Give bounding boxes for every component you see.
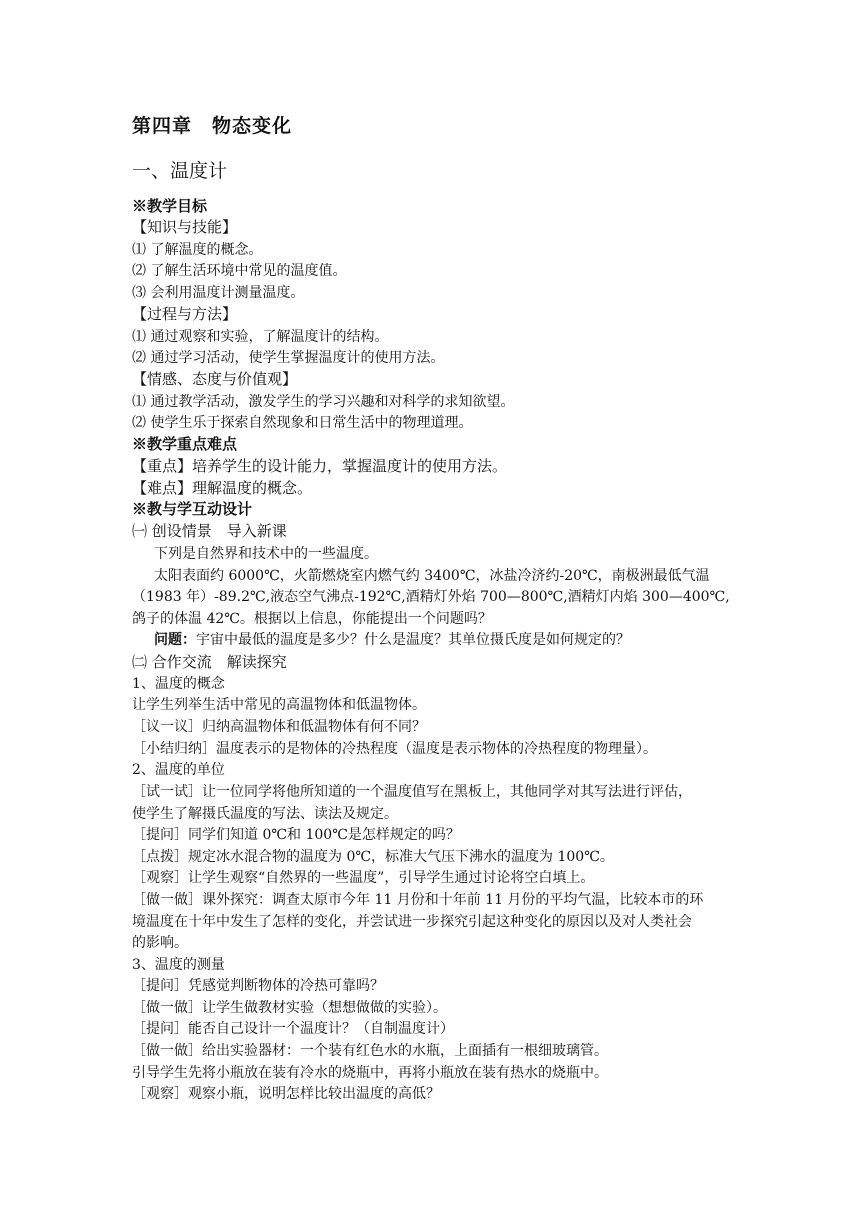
text-line: ［议一议］归纳高温物体和低温物体有何不同？	[132, 719, 426, 735]
text-line: ［提问］能否自己设计一个温度计？（自制温度计）	[132, 1021, 454, 1037]
text-line: ［观察］观察小瓶，说明怎样比较出温度的高低？	[132, 1086, 440, 1102]
key-point-line: 【重点】培养学生的设计能力，掌握温度计的使用方法。	[132, 457, 508, 475]
text-line: 太阳表面约 6000℃，火箭燃烧室内燃气约 3400℃，冰盐冷济约-20℃，南极洲最低气温	[154, 568, 710, 584]
emotion-values-heading: 【情感、态度与价值观】	[132, 370, 298, 388]
text-line: ⑴ 通过教学活动，激发学生的学习兴趣和对科学的求知欲望。	[132, 394, 515, 410]
text-line: 让学生列举生活中常见的高温物体和低温物体。	[132, 697, 426, 713]
text-line: ⑵ 通过学习活动，使学生掌握温度计的使用方法。	[132, 350, 445, 366]
text-line: ［提问］凭感觉判断物体的冷热可靠吗？	[132, 978, 384, 994]
chapter-title: 第四章 物态变化	[132, 115, 293, 137]
objectives-heading: ※教学目标	[132, 197, 208, 215]
text-line: 境温度在十年中发生了怎样的变化，并尝试进一步探究引起这种变化的原因以及对人类社会	[132, 914, 692, 930]
process-method-heading: 【过程与方法】	[132, 305, 238, 323]
interaction-design-heading: ※教与学互动设计	[132, 500, 253, 518]
subsection-heading: 3、温度的测量	[132, 957, 225, 973]
text-line: ⑴ 通过观察和实验，了解温度计的结构。	[132, 329, 389, 345]
knowledge-skills-heading: 【知识与技能】	[132, 218, 238, 236]
step-two-heading: ㈡ 合作交流 解读探究	[132, 653, 287, 671]
text-line: 的影响。	[132, 935, 188, 951]
section-title: 一、温度计	[132, 160, 228, 182]
text-line: ［试一试］让一位同学将他所知道的一个温度值写在黑板上，其他同学对其写法进行评估，	[132, 784, 692, 800]
text-line: 使学生了解摄氏温度的写法、读法及规定。	[132, 806, 398, 822]
text-line: （1983 年）-89.2℃,液态空气沸点-192℃,酒精灯外焰 700—800℃,酒精灯内焰 300—400℃,	[132, 589, 730, 605]
step-one-heading: ㈠ 创设情景 导入新课	[132, 522, 287, 540]
text-line: ⑶ 会利用温度计测量温度。	[132, 285, 305, 301]
text-line: 下列是自然界和技术中的一些温度。	[154, 546, 378, 562]
text-line: 引导学生先将小瓶放在装有冷水的烧瓶中，再将小瓶放在装有热水的烧瓶中。	[132, 1065, 608, 1081]
text-line: ［点拨］规定冰水混合物的温度为 0℃，标准大气压下沸水的温度为 100℃。	[132, 849, 614, 865]
difficult-point-line: 【难点】理解温度的概念。	[132, 479, 313, 497]
question-text: 宇宙中最低的温度是多少？什么是温度？其单位摄氏度是如何规定的？	[196, 632, 630, 648]
question-line	[154, 630, 630, 650]
text-line: ［做一做］让学生做教材实验（想想做做的实验）。	[132, 1000, 447, 1016]
text-line: ［做一做］给出实验器材：一个装有红色水的水瓶，上面插有一根细玻璃管。	[132, 1043, 608, 1059]
key-difficult-heading: ※教学重点难点	[132, 435, 238, 453]
text-line: ［小结归纳］温度表示的是物体的冷热程度（温度是表示物体的冷热程度的物理量）。	[132, 741, 657, 757]
text-line: ⑵ 使学生乐于探索自然现象和日常生活中的物理道理。	[132, 415, 473, 431]
text-line: 鸽子的体温 42℃。根据以上信息，你能提出一个问题吗？	[132, 611, 492, 627]
question-label: 问题：	[154, 632, 196, 648]
text-line: ⑵ 了解生活环境中常见的温度值。	[132, 263, 347, 279]
subsection-heading: 2、温度的单位	[132, 762, 225, 778]
text-line: ［做一做］课外探究：调查太原市今年 11 月份和十年前 11 月份的平均气温，比较本市的环	[132, 892, 704, 908]
subsection-heading: 1、温度的概念	[132, 676, 225, 692]
text-line: ［观察］让学生观察“自然界的一些温度”，引导学生通过讨论将空白填上。	[132, 870, 595, 886]
text-line: ⑴ 了解温度的概念。	[132, 242, 263, 258]
text-line: ［提问］同学们知道 0℃和 100℃是怎样规定的吗？	[132, 827, 460, 843]
